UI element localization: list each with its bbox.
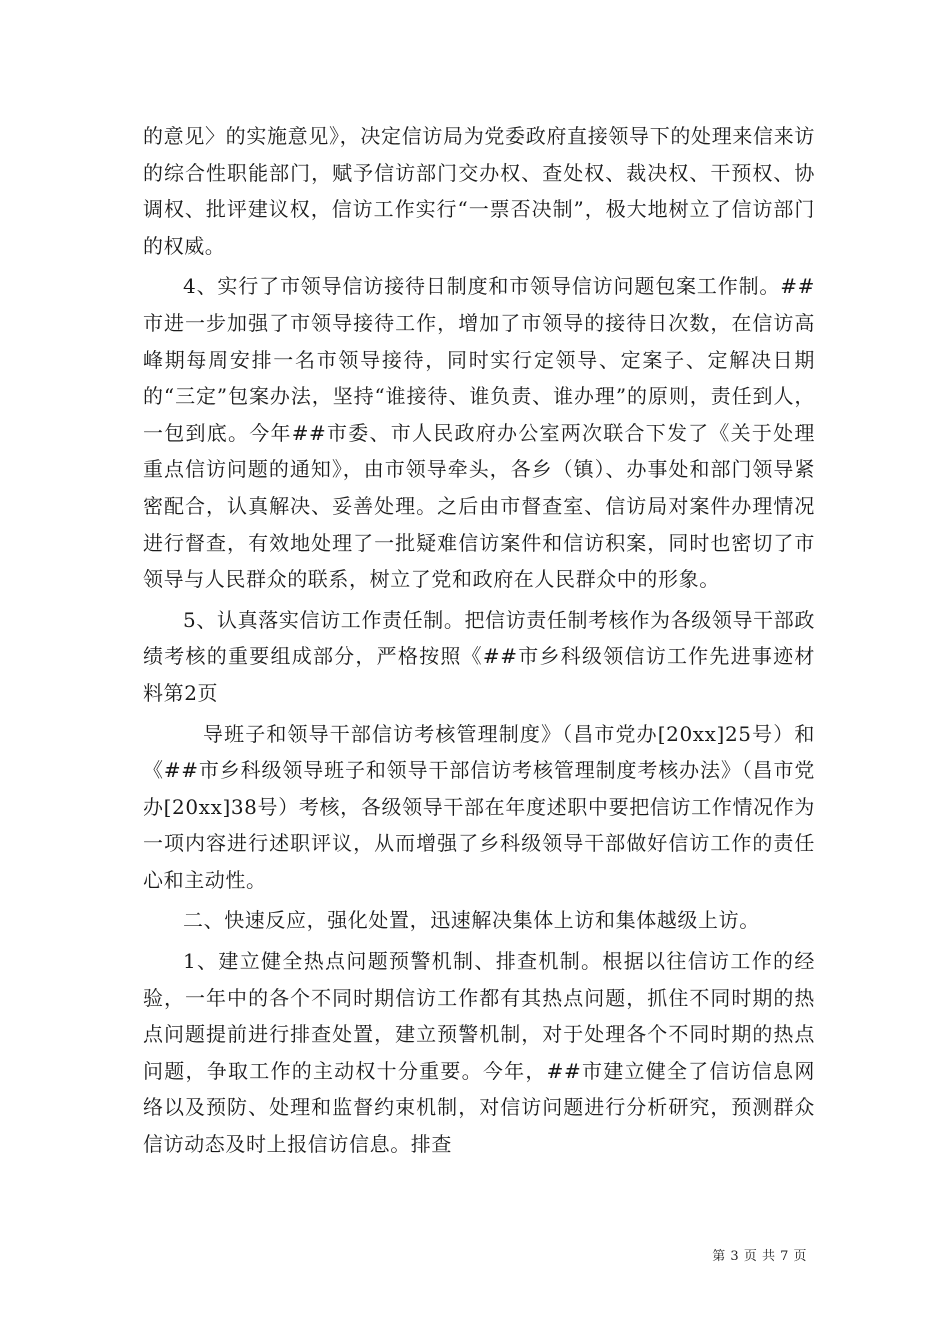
paragraph-item-4: 4、实行了市领导信访接待日制度和市领导信访问题包案工作制。##市进一步加强了市领导接待工作，增加了市领导的接待日次数，在信访高峰期每周安排一名市领导接待，同时实行定领导、定案子、定解决日期的“三定”包案办法，坚持“谁接待、谁负责、谁办理”的原则，责任到人，一包到底。今年##市委、市人民政府办公室两次联合下发了《关于处理重点信访问题的通知》，由市领导牵头，各乡（镇）、办事处和部门领导紧密配合，认真解决、妥善处理。之后由市督查室、信访局对案件办理情况进行督查，有效地处理了一批疑难信访案件和信访积案，同时也密切了市领导与人民群众的联系，树立了党和政府在人民群众中的形象。 (143, 274, 815, 592)
document-body (143, 118, 815, 1167)
paragraph-continuation: 的意见〉的实施意见》，决定信访局为党委政府直接领导下的处理来信来访的综合性职能部门，赋予信访部门交办权、查处权、裁决权、干预权、协调权、批评建议权，信访工作实行“一票否决制”，极大地树立了信访部门的权威。 (143, 124, 815, 258)
section-heading-2: 二、快速反应，强化处置，迅速解决集体上访和集体越级上访。 (183, 908, 760, 933)
paragraph-item-5: 5、认真落实信访工作责任制。把信访责任制考核作为各级领导干部政绩考核的重要组成部分，严格按照《##市乡科级领信访工作先进事迹材料第2页 (143, 607, 815, 705)
paragraph-section-2-item-1: 1、建立健全热点问题预警机制、排查机制。根据以往信访工作的经验，一年中的各个不同时期信访工作都有其热点问题，抓住不同时期的热点问题提前进行排查处置，建立预警机制，对于处理各个不同时期的热点问题，争取工作的主动权十分重要。今年，##市建立健全了信访信息网络以及预防、处理和监督约束机制，对信访问题进行分析研究，预测群众信访动态及时上报信访信息。排查 (143, 949, 815, 1157)
page-number-footer: 第 3 页 共 7 页 (712, 1249, 807, 1264)
paragraph-item-5-continued: 导班子和领导干部信访考核管理制度》（昌市党办[20xx]25号）和《##市乡科级领导班子和领导干部信访考核管理制度考核办法》（昌市党办[20xx]38号）考核，各级领导干部在年度述职中要把信访工作情况作为一项内容进行述职评议，从而增强了乡科级领导干部做好信访工作的责任心和主动性。 (143, 721, 815, 892)
